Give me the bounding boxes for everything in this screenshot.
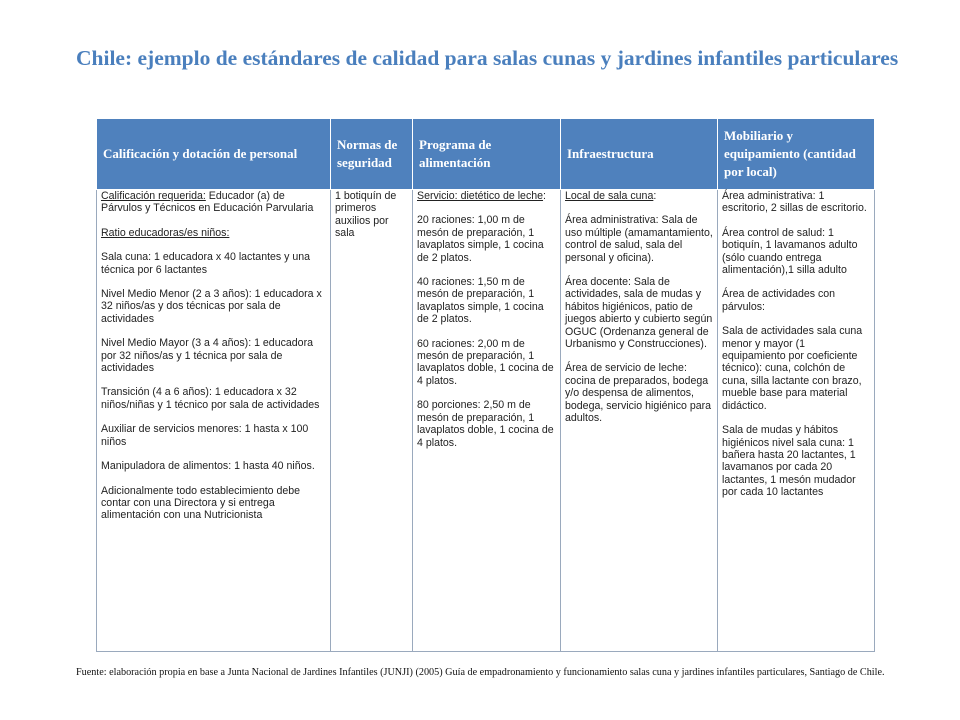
- standards-table: [96, 118, 875, 652]
- infra-colon: :: [653, 190, 657, 202]
- staff-manipuladora: Manipuladora de alimentos: 1 hasta 40 niños.: [101, 460, 315, 473]
- food-service-label: Servicio: dietético de leche: [417, 190, 544, 202]
- source-note: Fuente: elaboración propia en base a Junta Nacional de Jardines Infantiles (JUNJI) (2005) Guía de empadronamiento y funcionamiento salas cuna y jardines infantiles particulares, Santiago de Chile.: [76, 667, 885, 678]
- cell-staff: [97, 190, 331, 652]
- infra-admin: Área administrativa: Sala de uso múltiple (amamantamiento, control de salud, sala del personal y oficina).: [565, 214, 713, 264]
- staff-ratio-medio-mayor: Nivel Medio Mayor (3 a 4 años): 1 educadora por 32 niños/as y 1 técnica por sala de actividades: [101, 337, 313, 375]
- food-20-raciones: 20 raciones: 1,00 m de mesón de preparación, 1 lavaplatos simple, 1 cocina de 2 platos.: [417, 214, 544, 264]
- header-food: Programa de alimentación: [413, 119, 561, 190]
- staff-ratio-cuna: Sala cuna: 1 educadora x 40 lactantes y una técnica por 6 lactantes: [101, 251, 311, 276]
- infra-docente: Área docente: Sala de actividades, sala de mudas y hábitos higiénicos, patio de juegos abierto y cubierto según OGUC (Ordenanza general de Urbanismo y Construcciones).: [565, 276, 713, 351]
- safety-text: 1 botiquín de primeros auxilios por sala: [335, 190, 397, 240]
- furniture-activities: Sala de actividades sala cuna menor y mayor (1 equipamiento por coeficiente técnico): cuna, colchón de cuna, silla lactante con brazo, mueble base para material didáctico.: [722, 325, 863, 412]
- food-80-porciones: 80 porciones: 2,50 m de mesón de preparación, 1 lavaplatos doble, 1 cocina de 4 platos.: [417, 399, 554, 449]
- staff-qualification: [101, 190, 326, 215]
- furniture-mudas: Sala de mudas y hábitos higiénicos nivel sala cuna: 1 bañera hasta 20 lactantes, 1 lavamanos por cada 20 lactantes, 1 mesón mudador por cada 10 lactantes: [722, 424, 856, 499]
- cell-infrastructure: [561, 190, 718, 652]
- food-60-raciones: 60 raciones: 2,00 m de mesón de preparación, 1 lavaplatos doble, 1 cocina de 4 platos.: [417, 337, 554, 387]
- food-service-heading: [417, 190, 556, 202]
- table-header-row: [97, 119, 875, 190]
- header-safety: Normas de seguridad: [331, 119, 413, 190]
- infra-leche: Área de servicio de leche: cocina de preparados, bodega y/o despensa de alimentos, bodega, servicio higiénico para adultos.: [565, 362, 712, 425]
- cell-safety: [331, 190, 413, 652]
- food-40-raciones: 40 raciones: 1,50 m de mesón de preparación, 1 lavaplatos simple, 1 cocina de 2 platos.: [417, 276, 544, 326]
- furniture-admin: Área administrativa: 1 escritorio, 2 sillas de escritorio.: [722, 190, 867, 215]
- infra-label: Local de sala cuna: [565, 190, 654, 202]
- staff-auxiliar: Auxiliar de servicios menores: 1 hasta x 100 niños: [101, 423, 309, 448]
- staff-ratio-medio-menor: Nivel Medio Menor (2 a 3 años): 1 educadora x 32 niños/as y dos técnicas por sala de actividades: [101, 288, 322, 325]
- cell-furniture: [718, 190, 875, 652]
- page-title: Chile: ejemplo de estándares de calidad para salas cunas y jardines infantiles particulares: [76, 46, 899, 70]
- header-furniture: Mobiliario y equipamiento (cantidad por local): [718, 119, 875, 190]
- food-service-colon: :: [543, 190, 546, 202]
- cell-food: [413, 190, 561, 652]
- staff-ratio-label: Ratio educadoras/es niños:: [101, 226, 230, 239]
- staff-qualification-text: Educador (a) de Párvulos y Técnicos en Educación Parvularia: [101, 190, 314, 215]
- staff-ratio-transicion: Transición (4 a 6 años): 1 educadora x 32 niños/niñas y 1 técnico por sala de actividades: [101, 386, 320, 411]
- header-infrastructure: Infraestructura: [561, 119, 718, 190]
- staff-ratio-heading: [101, 227, 326, 239]
- infra-heading: [565, 190, 713, 202]
- furniture-health: Área control de salud: 1 botiquín, 1 lavamanos adulto (sólo cuando entrega alimentación),1 silla adulto: [722, 226, 858, 277]
- staff-qualification-label: Calificación requerida:: [101, 190, 206, 202]
- furniture-activities-heading: Área de actividades con párvulos:: [722, 288, 836, 313]
- staff-additional: Adicionalmente todo establecimiento debe contar con una Directora y si entrega alimentación con una Nutricionista: [101, 484, 301, 522]
- header-staff: Calificación y dotación de personal: [97, 119, 331, 190]
- table-row: [97, 190, 875, 652]
